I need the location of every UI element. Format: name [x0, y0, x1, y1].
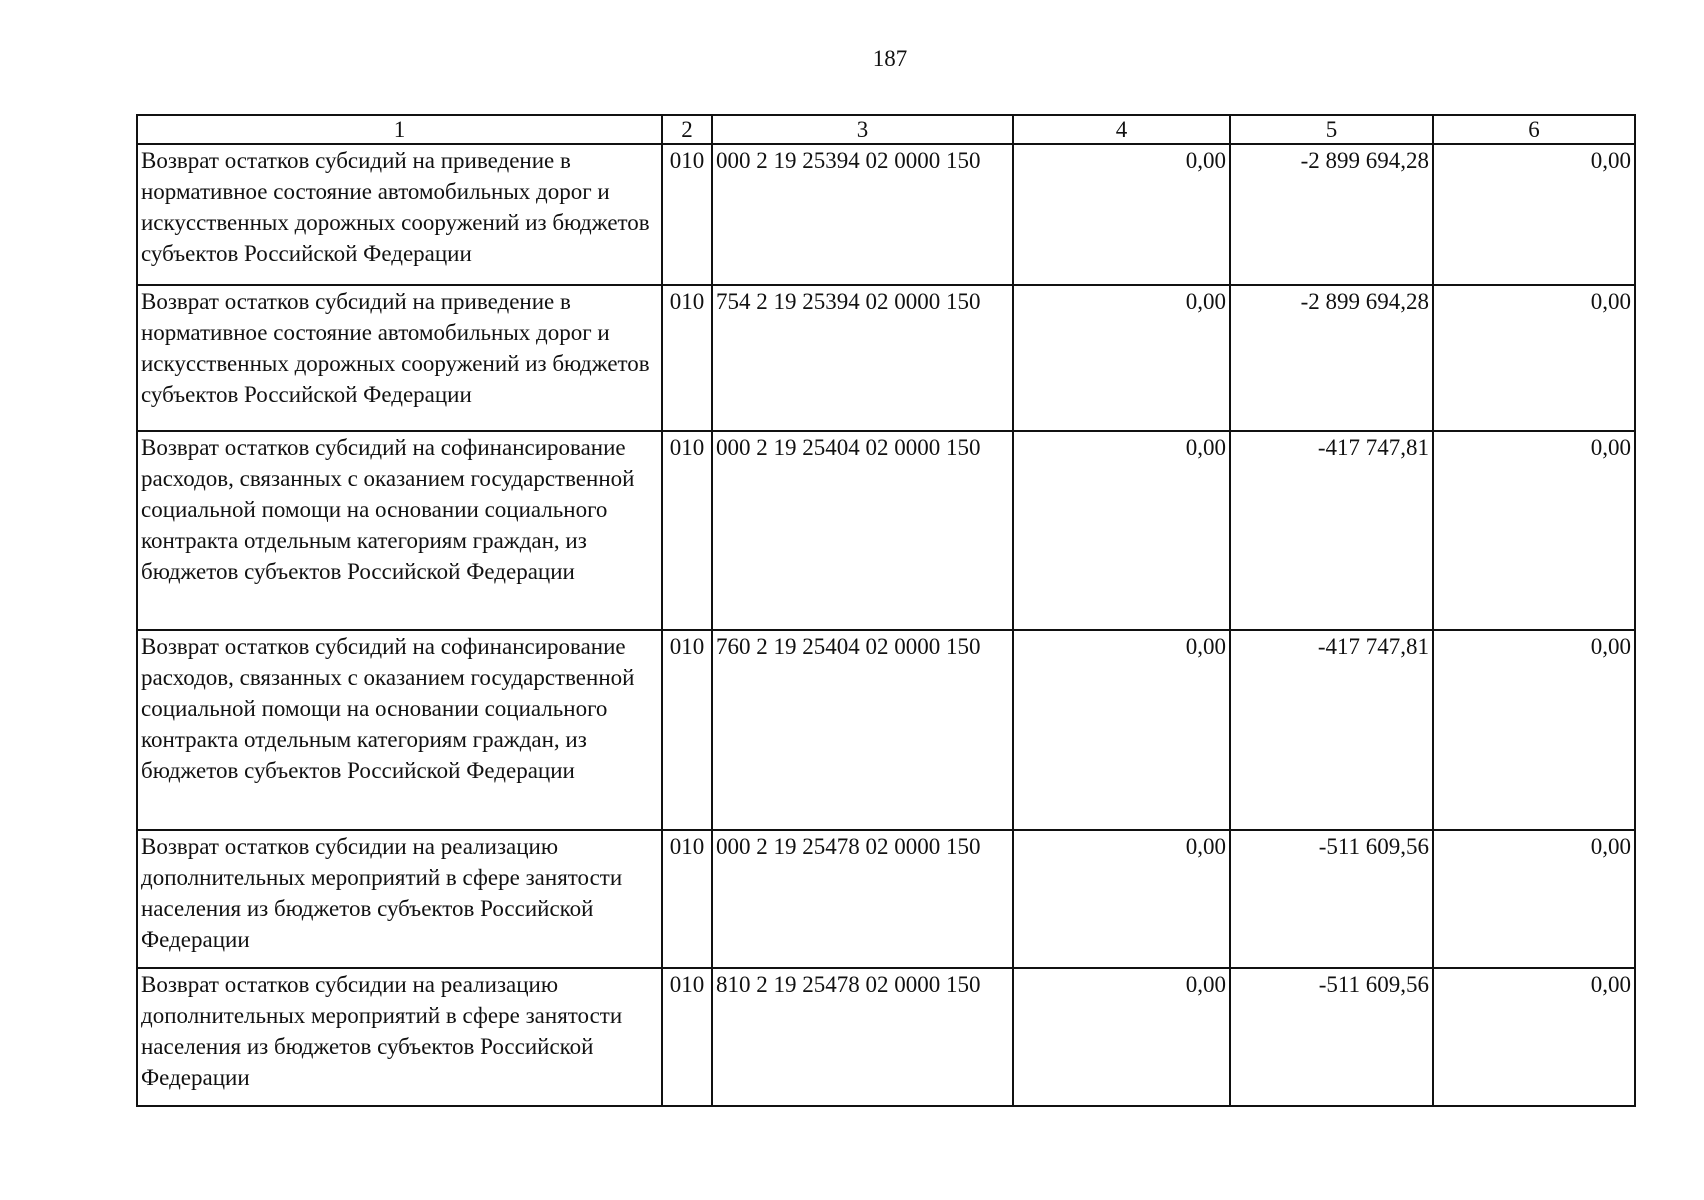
row-description: Возврат остатков субсидий на софинансирование расходов, связанных с оказанием государственной социальной помощи на основании социального контракта отдельным категориям граждан, из бюджетов субъектов Российской Федерации	[137, 630, 662, 830]
row-code: 010	[662, 968, 712, 1106]
page-number: 187	[872, 46, 908, 71]
column-header-4: 4	[1013, 115, 1230, 144]
row-value-col5: -511 609,56	[1230, 968, 1433, 1106]
row-description: Возврат остатков субсидий на приведение в нормативное состояние автомобильных дорог и искусственных дорожных сооружений из бюджетов субъектов Российской Федерации	[137, 144, 662, 285]
row-value-col6: 0,00	[1433, 830, 1635, 968]
row-kbk: 000 2 19 25404 02 0000 150	[712, 431, 1013, 630]
row-value-col4: 0,00	[1013, 144, 1230, 285]
row-kbk: 810 2 19 25478 02 0000 150	[712, 968, 1013, 1106]
row-value-col5: -2 899 694,28	[1230, 285, 1433, 431]
column-header-6: 6	[1433, 115, 1635, 144]
table-header-row	[137, 115, 1635, 144]
row-value-col4: 0,00	[1013, 431, 1230, 630]
row-kbk: 760 2 19 25404 02 0000 150	[712, 630, 1013, 830]
row-value-col4: 0,00	[1013, 968, 1230, 1106]
row-value-col6: 0,00	[1433, 144, 1635, 285]
budget-table	[136, 114, 1636, 1107]
table-row	[137, 830, 1635, 968]
row-kbk: 754 2 19 25394 02 0000 150	[712, 285, 1013, 431]
column-header-1: 1	[137, 115, 662, 144]
table-row	[137, 968, 1635, 1106]
table-row	[137, 285, 1635, 431]
row-value-col6: 0,00	[1433, 285, 1635, 431]
column-header-3: 3	[712, 115, 1013, 144]
row-value-col5: -2 899 694,28	[1230, 144, 1433, 285]
table-row	[137, 144, 1635, 285]
row-value-col5: -417 747,81	[1230, 630, 1433, 830]
row-code: 010	[662, 630, 712, 830]
table-row	[137, 431, 1635, 630]
row-description: Возврат остатков субсидии на реализацию дополнительных мероприятий в сфере занятости населения из бюджетов субъектов Российской Федерации	[137, 968, 662, 1106]
row-description: Возврат остатков субсидий на софинансирование расходов, связанных с оказанием государственной социальной помощи на основании социального контракта отдельным категориям граждан, из бюджетов субъектов Российской Федерации	[137, 431, 662, 630]
row-description: Возврат остатков субсидий на приведение в нормативное состояние автомобильных дорог и искусственных дорожных сооружений из бюджетов субъектов Российской Федерации	[137, 285, 662, 431]
row-value-col5: -417 747,81	[1230, 431, 1433, 630]
row-code: 010	[662, 285, 712, 431]
row-value-col6: 0,00	[1433, 431, 1635, 630]
row-code: 010	[662, 830, 712, 968]
column-header-2: 2	[662, 115, 712, 144]
row-value-col5: -511 609,56	[1230, 830, 1433, 968]
table-row	[137, 630, 1635, 830]
row-value-col6: 0,00	[1433, 630, 1635, 830]
column-header-5: 5	[1230, 115, 1433, 144]
row-code: 010	[662, 431, 712, 630]
row-value-col6: 0,00	[1433, 968, 1635, 1106]
row-value-col4: 0,00	[1013, 830, 1230, 968]
row-kbk: 000 2 19 25394 02 0000 150	[712, 144, 1013, 285]
row-description: Возврат остатков субсидии на реализацию дополнительных мероприятий в сфере занятости населения из бюджетов субъектов Российской Федерации	[137, 830, 662, 968]
row-kbk: 000 2 19 25478 02 0000 150	[712, 830, 1013, 968]
row-value-col4: 0,00	[1013, 630, 1230, 830]
row-code: 010	[662, 144, 712, 285]
row-value-col4: 0,00	[1013, 285, 1230, 431]
